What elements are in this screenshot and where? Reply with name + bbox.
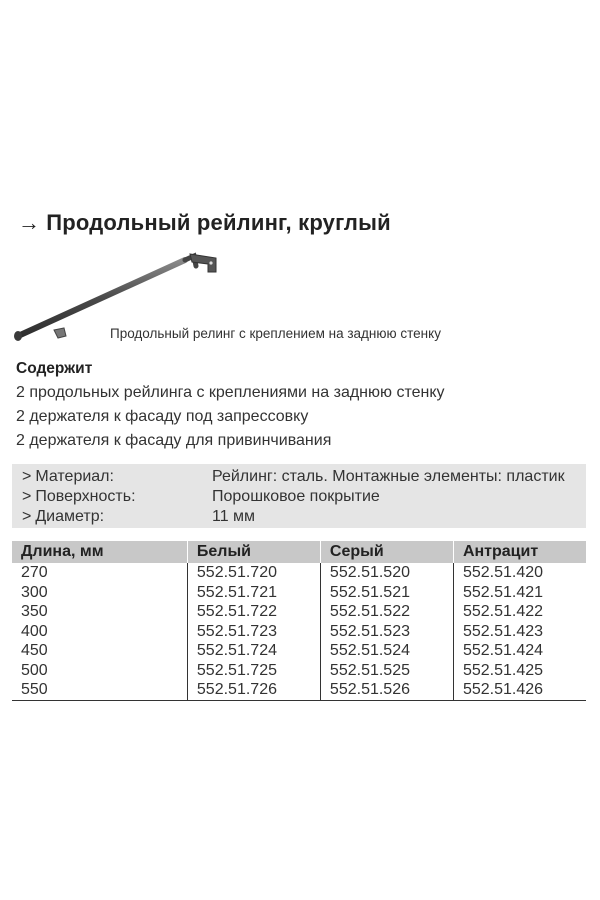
spec-label: Диаметр: [35, 508, 105, 525]
table-header-row [12, 541, 586, 563]
header-white: Белый [187, 541, 320, 563]
table-row [12, 622, 586, 642]
cell-article: 552.51.423 [453, 622, 586, 642]
table-row [12, 602, 586, 622]
cell-article: 552.51.525 [320, 661, 453, 681]
page-title [18, 210, 391, 236]
spec-value: 11 мм [212, 508, 256, 525]
header-length: Длина, мм [12, 541, 187, 563]
cell-article: 552.51.720 [187, 563, 320, 583]
list-item: 2 продольных рейлинга с креплениями на заднюю стенку [16, 384, 445, 401]
list-item: 2 держателя к фасаду под запрессовку [16, 408, 309, 425]
title-text: Продольный рейлинг, круглый [46, 210, 391, 235]
cell-length: 350 [21, 603, 48, 620]
cell-article: 552.51.726 [187, 680, 320, 700]
list-item: 2 держателя к фасаду для привинчивания [16, 432, 332, 449]
cell-article: 552.51.723 [187, 622, 320, 642]
cell-article: 552.51.722 [187, 602, 320, 622]
cell-length: 550 [12, 680, 187, 700]
cell-length: 400 [21, 622, 48, 640]
cell-article: 552.51.426 [453, 680, 586, 700]
spec-row-surface [22, 487, 380, 507]
cell-article: 552.51.724 [187, 641, 320, 661]
spec-label: Материал: [35, 468, 114, 485]
chevron-right-icon: > [22, 508, 32, 525]
cell-article: 552.51.425 [453, 661, 586, 681]
cell-article: 552.51.524 [320, 641, 453, 661]
table-row [12, 583, 586, 603]
table-row [12, 641, 586, 661]
spec-row-diameter [22, 507, 256, 527]
cell-length: 500 [21, 661, 48, 679]
spec-label: Поверхность: [35, 488, 136, 505]
cell-article: 552.51.526 [320, 680, 453, 700]
spec-row-material [22, 467, 565, 487]
cell-article: 552.51.424 [453, 641, 586, 661]
cell-article: 552.51.523 [320, 622, 453, 642]
cell-length: 300 [21, 583, 48, 601]
chevron-right-icon: > [22, 468, 32, 485]
article-table [12, 541, 586, 701]
cell-article: 552.51.721 [187, 583, 320, 603]
spec-value: Рейлинг: сталь. Монтажные элементы: пластик [212, 468, 565, 485]
chevron-right-icon: > [22, 488, 32, 505]
cell-article: 552.51.422 [453, 602, 586, 622]
cell-article: 552.51.522 [320, 602, 453, 622]
cell-article: 552.51.421 [453, 583, 586, 603]
specifications-box [12, 464, 586, 528]
cell-article: 552.51.725 [187, 661, 320, 681]
front-holder [54, 328, 66, 338]
contains-title: Содержит [16, 360, 93, 377]
table-row [12, 661, 586, 681]
cell-length: 270 [21, 564, 48, 581]
cell-article: 552.51.420 [453, 563, 586, 583]
image-caption: Продольный релинг с креплением на заднюю стенку [110, 326, 441, 341]
contains-list [16, 381, 445, 453]
cell-length: 450 [21, 642, 48, 659]
arrow-icon: → [18, 210, 41, 235]
cell-article: 552.51.521 [320, 583, 453, 603]
table-row [12, 563, 586, 583]
spec-value: Порошковое покрытие [212, 488, 380, 505]
header-grey: Серый [320, 541, 453, 563]
cell-article: 552.51.520 [320, 563, 453, 583]
header-anthracite: Антрацит [453, 541, 586, 563]
table-row [12, 680, 586, 700]
